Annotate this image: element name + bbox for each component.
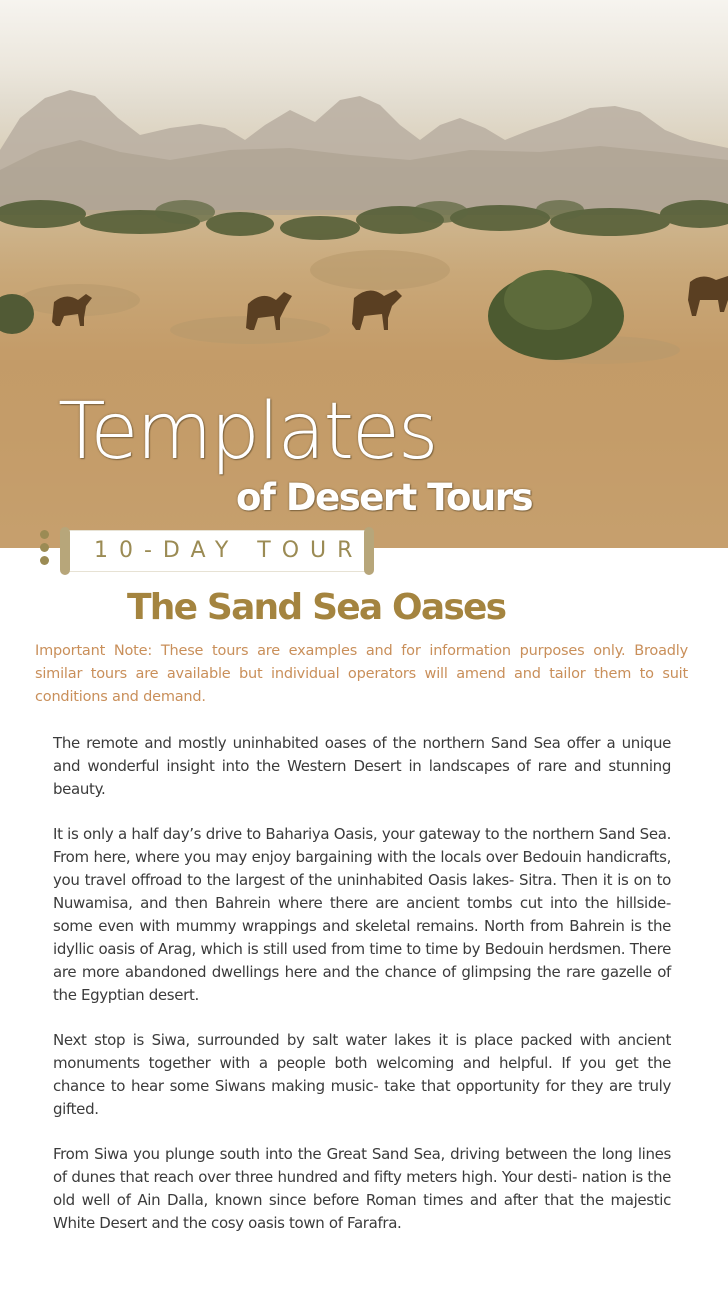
banner-right-cap xyxy=(364,527,374,575)
paragraph-4: From Siwa you plunge south into the Great Sand Sea, driving between the long lines of dunes that reach over three hundred and fifty meters high. Your desti- nation is the old well of Ain Dalla, known since before Roman times and after that the majestic White Desert and the cosy oasis town of Farafra. xyxy=(53,1145,671,1232)
paragraph-3: Next stop is Siwa, surrounded by salt water lakes it is place packed with ancient monuments together with a people both welcoming and helpful. If you get the chance to hear some Siwans making music- take that opportunity for they are truly gifted. xyxy=(53,1031,671,1118)
tour-title: The Sand Sea Oases xyxy=(127,587,506,628)
hero-photo xyxy=(0,0,728,548)
important-note: Important Note: These tours are examples and for information purposes only. Broadly similar tours are available but individual operators will amend and tailor them to suit conditions and demand. xyxy=(35,643,688,705)
tour-duration-banner xyxy=(64,530,370,572)
tour-duration-label: 10-DAY TOUR xyxy=(94,538,364,563)
brochure-title: Templates xyxy=(58,387,437,477)
banner-left-cap xyxy=(60,527,70,575)
brochure-subtitle: of Desert Tours xyxy=(236,476,532,519)
paragraph-1: The remote and mostly uninhabited oases of the northern Sand Sea offer a unique and wonderful insight into the Western Desert in landscapes of rare and stunning beauty. xyxy=(53,734,671,798)
decorative-dots-icon xyxy=(40,528,52,576)
paragraph-2: It is only a half day’s drive to Bahariya Oasis, your gateway to the northern Sand Sea. From here, where you may enjoy bargaining with the locals over Bedouin handicrafts, you travel offroad to the largest of the uninhabited Oasis lakes- Sitra. Then it is on to Nuwamisa, and then Bahrein where there are ancient tombs cut into the hillside- some even with mummy wrappings and skeletal remains. North from Bahrein is the idyllic oasis of Arag, which is still used from time to time by Bedouin herdsmen. There are more abandoned dwellings here and the chance of glimpsing the rare gazelle of the Egyptian desert. xyxy=(53,825,671,1004)
tour-description xyxy=(53,732,671,1257)
